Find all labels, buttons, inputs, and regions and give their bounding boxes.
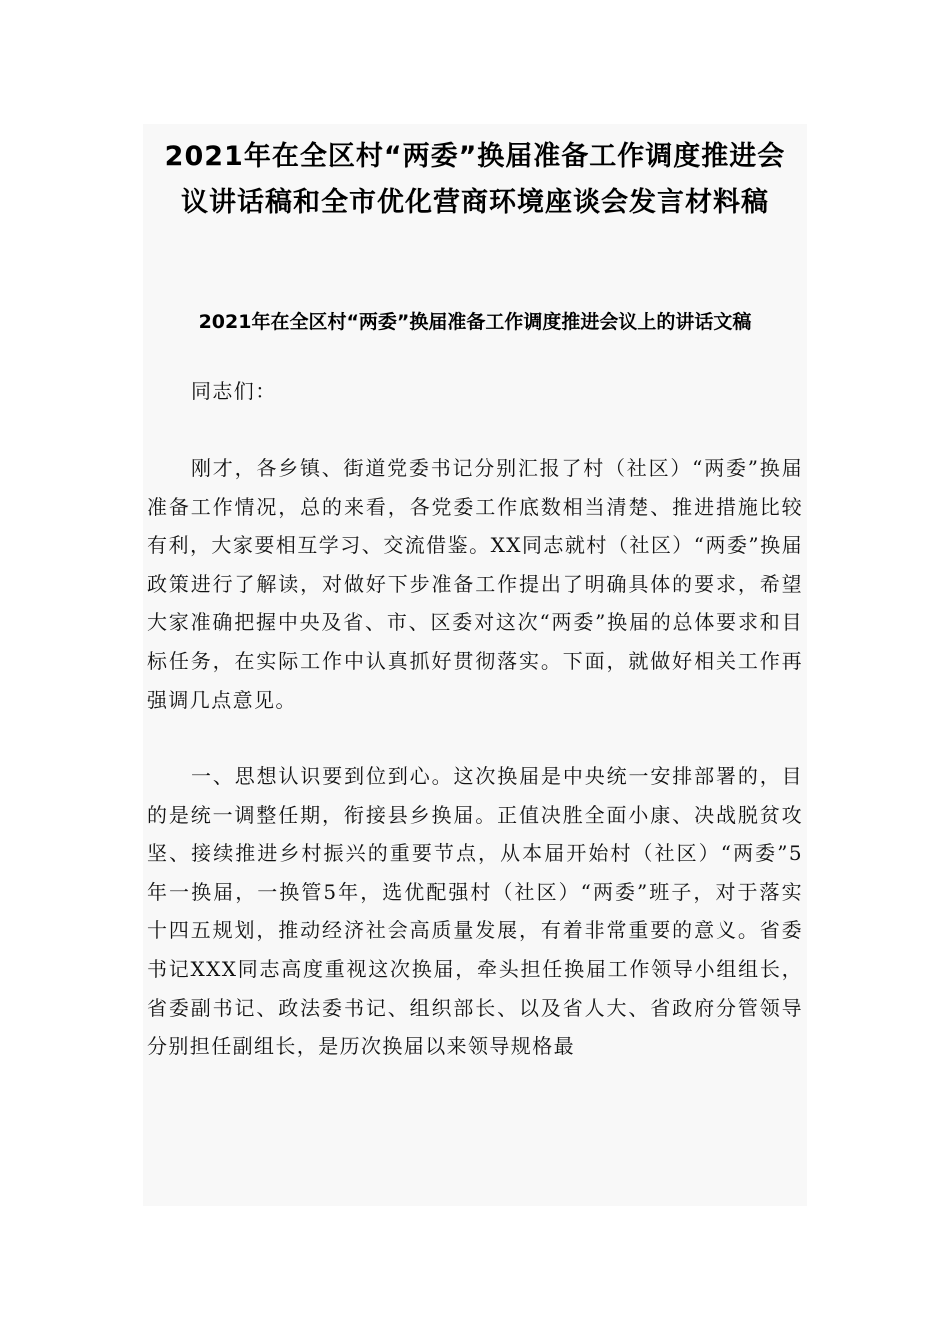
paragraph-2-text: 一、思想认识要到位到心。这次换届是中央统一安排部署的，目的是统一调整任期，衔接县乡换届。正值决胜全面小康、决战脱贫攻坚、接续推进乡村振兴的重要节点，从本届开始村（社区）“两委”5年一换届，一换管5年，选优配强村（社区）“两委”班子，对于落实十四五规划，推动经济社会高质量发展，有着非常重要的意义。省委书记XXX同志高度重视这次换届，牵头担任换届工作领导小组组长，省委副书记、政法委书记、组织部长、以及省人大、省政府分管领导分别担任副组长，是历次换届以来领导规格最 (147, 764, 803, 1059)
paragraph-1-text: 刚才，各乡镇、街道党委书记分别汇报了村（社区）“两委”换届准备工作情况，总的来看，各党委工作底数相当清楚、推进措施比较有利，大家要相互学习、交流借鉴。XX同志就村（社区）“两委”换届政策进行了解读，对做好下步准备工作提出了明确具体的要求，希望大家准确把握中央及省、市、区委对这次“两委”换届的总体要求和目标任务，在实际工作中认真抓好贯彻落实。下面，就做好相关工作再强调几点意见。 (147, 456, 803, 712)
document-page (143, 124, 807, 1206)
document-title-line-2: 议讲话稿和全市优化营商环境座谈会发言材料稿 (181, 187, 769, 218)
paragraph-2 (147, 757, 803, 1066)
section-title: 2021年在全区村“两委”换届准备工作调度推进会议上的讲话文稿 (198, 311, 752, 333)
salutation-text: 同志们： (191, 379, 277, 403)
salutation (147, 372, 803, 411)
document-title (143, 124, 807, 226)
document-title-line-1: 2021年在全区村“两委”换届准备工作调度推进会 (164, 141, 786, 172)
paragraph-1 (147, 449, 803, 719)
